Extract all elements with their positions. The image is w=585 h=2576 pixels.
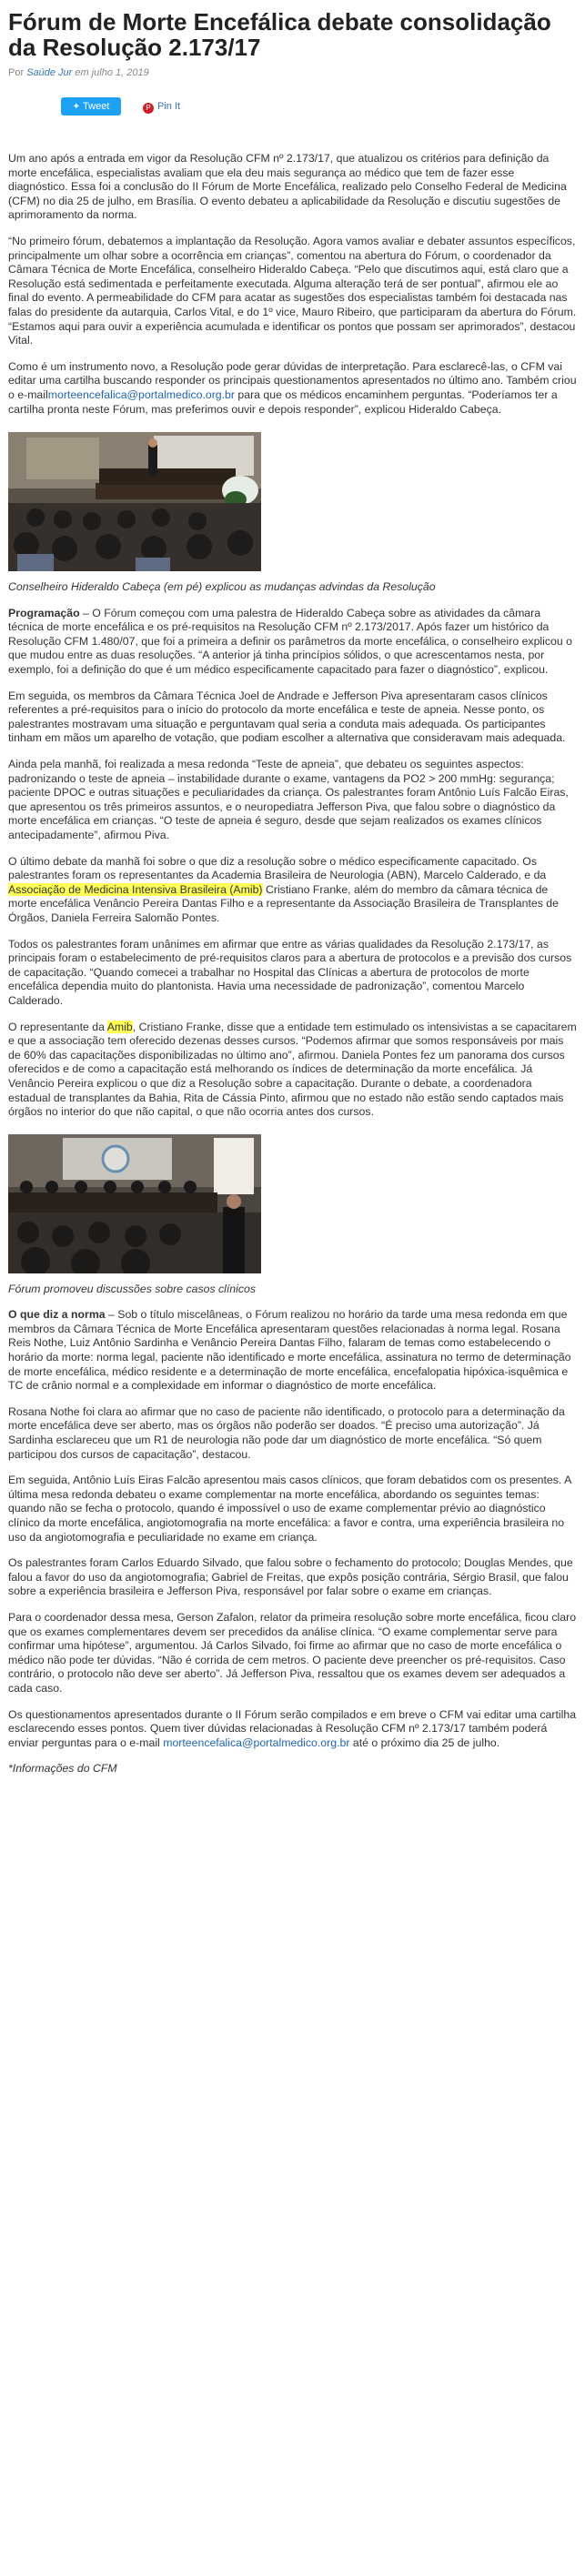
photo-caption-2: Fórum promoveu discussões sobre casos clínicos	[8, 1282, 257, 1295]
booklet-text-a: Como é um instrumento novo, a Resolução pode gerar dúvidas de interpretação. Para esclarecê-las, o CFM vai editar uma cartilha buscando responder os principais questionamentos apresentados no último ano. Também criou o e-mail	[8, 359, 577, 401]
section-label-programacao: Programação	[8, 606, 80, 619]
amib-rep-text-b: , Cristiano Franke, disse que a entidade tem estimulado os intensivistas a se capacitarem e que a associação tem oferecido dezenas desses cursos. “Podemos afirmar que somos responsáveis por mais de 60% das capacitações disponibilizadas no último ano”, afirmou. Daniela Pontes fez um panorama dos cursos oferecidos e de como a capacitação está melhorando os índices de determinação da morte encefálica. Já Venâncio Pereira explicou o que diz a Resolução sobre a capacitação. Durante o debate, a coordenadora estadual de transplantes da Bahia, Rita de Cássia Pinto, afirmou que no estado não estão sendo captados mais órgãos no interior do que não capital, o que não ocorria antes dos cursos.	[8, 1020, 577, 1119]
email-link-2[interactable]: morteencefalica@portalmedico.org.br	[163, 1736, 350, 1749]
programacao-text: – O Fórum começou com uma palestra de Hideraldo Cabeça sobre as atividades da câmara técnica de morte encefálica e os pré-requisitos na Resolução CFM nº 2.173/2017. Após fazer um histórico da Resolução CFM 1.480/07, que foi a primeira a definir os parâmetros da morte encefálica, o conselheiro explicou o que mudou entre as duas resoluções. “A anterior já tinha princípios sólidos, o que acrescentamos nesta, por exemplo, foi a definição do que é um médico especificamente capacitado para fazer o diagnóstico”, explicou.	[8, 606, 572, 677]
paragraph-complementary-exam: Em seguida, Antônio Luís Eiras Falcão apresentou mais casos clínicos, que foram debatidos com os presentes. A última mesa redonda debateu o exame complementar na morte encefálica, abordando os seguintes temas: quando não se fecha o protocolo, quando é impossível o uso de exame complementar prévio ao diagnóstico clínico da morte encefálica, angiotomografia na morte encefálica: a favor e contra, uma experiência brasileira no uso da angiotomografia e peculiaridade no exame em criança.	[8, 1474, 571, 1544]
paragraph-clinical-cases: Em seguida, os membros da Câmara Técnica Joel de Andrade e Jefferson Piva apresentaram casos clínicos referentes a pré-requisitos para o início do protocolo da morte encefálica e teste de apneia. Nesse ponto, os palestrantes mostravam uma situação e perguntavam qual seria a conduta mais adequada. Os participantes tinham em mãos um aparelho de votação, que podiam escolher a alternativa que consideravam mais adequada.	[8, 689, 566, 745]
paragraph-speakers: Os palestrantes foram Carlos Eduardo Silvado, que falou sobre o fechamento do protocolo; Douglas Mendes, que falou a favor do uso da angiotomografia; Gabriel de Freitas, que expôs posição contrária, Sérgio Brasil, que falou sobre a experiência brasileira e Jefferson Piva, responsável por falar sobre o exame em crianças.	[8, 1556, 573, 1598]
paragraph-coordinator: Para o coordenador dessa mesa, Gerson Zafalon, relator da primeira resolução sobre morte encefálica, ficou claro que os exames complementares devem ser precedidos da análise clínica. “O exame complementar serve para confirmar uma hipótese”, argumentou. Já Carlos Silvado, foi firme ao afirmar que no caso de morte encefálica o médico não pode ter dúvidas. “Não é corrida de cem metros. O paciente deve preencher os pré-requisitos. Caso contrário, o protocolo não deve ser aberto”. Já Jefferson Piva, ressaltou que os exames devem ser adequados a cada caso.	[8, 1610, 577, 1695]
questions-text-a: Os questionamentos apresentados durante o II Fórum serão compilados e em breve o CFM vai editar uma cartilha esclarecendo esses pontos. Quem tiver dúvidas relacionadas à Resolução CFM nº 2.173/17 também poderá enviar perguntas para o e-mail	[8, 1707, 577, 1749]
paragraph-amib-rep	[8, 1021, 577, 1120]
paragraph-questions	[8, 1708, 577, 1751]
tweet-button[interactable]	[61, 97, 121, 116]
paragraph-unidentified-patient: Rosana Nothe foi clara ao afirmar que no caso de paciente não identificado, o protocolo para a determinação da morte encefálica deve ser aberto, mas os órgãos não poderão ser doados. “É preciso uma autorização”. Já Sardinha esclareceu que um R1 de neurologia não pode dar um diagnóstico de morte encefálica. “Só quem participou dos cursos de capacitação”, destacou.	[8, 1404, 565, 1461]
photo-caption-1: Conselheiro Hideraldo Cabeça (em pé) explicou as mudanças advindas da Resolução	[8, 580, 436, 594]
pin-label: Pin It	[157, 101, 181, 112]
amib-rep-text-a: O representante da	[8, 1020, 107, 1033]
tweet-label: Tweet	[83, 101, 110, 112]
highlight-amib-full: Associação de Medicina Intensiva Brasileira (Amib)	[8, 882, 263, 896]
twitter-bird-icon: ✦	[72, 102, 81, 112]
pinterest-icon: P	[143, 103, 154, 114]
article-meta	[8, 66, 577, 79]
meta-prefix: Por	[8, 67, 25, 78]
last-debate-text-b: Cristiano Franke, além do membro da câmara técnica de morte encefálica Venâncio Pereira Dantas Filho e a representante da Associação Brasileira de Transplantes de Órgãos, Daniela Ferreira Salomão Pontes.	[8, 882, 559, 924]
post-date: em julho 1, 2019	[75, 67, 149, 78]
paragraph-booklet	[8, 360, 577, 417]
paragraph-norm	[8, 1308, 577, 1394]
last-debate-text-a: O último debate da manhã foi sobre o que diz a resolução sobre o médico especificamente capacitado. Os palestrantes foram os representantes da Academia Brasileira de Neurologia (ABN), Marcelo Calderado, e da	[8, 854, 547, 882]
pin-it-button[interactable]	[143, 97, 180, 116]
photo-forum-panel	[8, 1134, 261, 1273]
source-note: *Informações do CFM	[8, 1762, 117, 1776]
author-link[interactable]: Saúde Jur	[26, 67, 73, 78]
paragraph-forum-opening: “No primeiro fórum, debatemos a implantação da Resolução. Agora vamos avaliar e debater assuntos específicos, principalmente um olhar sobre a ocorrência em crianças”, comentou na abertura do Fórum, o coordenador da Câmara Técnica de Morte Encefálica, conselheiro Hideraldo Cabeça. “Pelo que discutimos aqui, está claro que a Resolução está sedimentada e perfeitamente executada. Alguma alteração terá de ser pontual”, afirmou ele ao final do evento. A permeabilidade do CFM para acatar as sugestões dos especialistas também foi destacada nas falas do presidente da autarquia, Carlos Vital, e do 1º vice, Mauro Ribeiro, que participaram da abertura do Fórum. “Estamos aqui para ouvir a experiência acumulada e identificar os pontos que possam ser aprimorados”, destacou Vital.	[8, 234, 577, 347]
article-title: Fórum de Morte Encefálica debate consolidação da Resolução 2.173/17	[8, 8, 551, 61]
booklet-text-b: para que os médicos encaminhem perguntas. “Poderíamos ter a cartilha pronta neste Fórum, mas preferimos ouvir e depois responder”, explicou Hideraldo Cabeça.	[8, 387, 558, 416]
photo-forum-speaker-image	[8, 432, 261, 571]
article-body	[8, 117, 577, 1776]
photo-forum-panel-image	[8, 1134, 261, 1273]
section-label-norma: O que diz a norma	[8, 1308, 106, 1322]
email-link[interactable]: morteencefalica@portalmedico.org.br	[47, 387, 235, 401]
paragraph-apnea-test: Ainda pela manhã, foi realizada a mesa redonda “Teste de apneia”, que debateu os seguintes aspectos: padronizando o teste de apneia – instabilidade durante o exame, vantagens da PO2 > 200 mmHg: segurança; paciente DPOC e outras situações e peculiaridades da criança. Os palestrantes foram Antônio Luís Falcão Eiras, que apresentou os três primeiros assuntos, e o neuropediatra Jefferson Piva, que falou sobre o diagnóstico da morte encefálica em crianças. “O teste de apneia é seguro, desde que sejam realizados os exames clínicos antecipadamente”, afirmou Piva.	[8, 758, 569, 841]
highlight-amib: Amib	[106, 1020, 133, 1033]
paragraph-last-debate	[8, 855, 577, 926]
norm-text: – Sob o título miscelâneas, o Fórum realizou no horário da tarde uma mesa redonda em que membros da Câmara Técnica de Morte Encefálica apresentaram questões relacionadas à norma legal. Rosana Reis Nothe, Luiz Antônio Sardinha e Venâncio Pereira Dantas Filho, falaram de temas como estabelecendo o horário da morte: norma legal, paciente não identificado e morte encefálica, assinatura no termo de determinação de morte encefálica, médico residente e a determinação de morte encefálica, encefalopatia hipóxica-isquêmica e TC de crânio normal e a complexidade em informar o diagnóstico de morte encefálica.	[8, 1308, 571, 1393]
paragraph-intro: Um ano após a entrada em vigor da Resolução CFM nº 2.173/17, que atualizou os critérios para definição da morte encefálica, especialistas avaliam que ela deu mais segurança ao médico que tem de fazer esse diagnóstico. Essa foi a conclusão do II Fórum de Morte Encefálica, realizado pelo Conselho Federal de Medicina (CFM) no dia 25 de julho, em Brasília. O evento debateu a aplicabilidade da Resolução e discutiu sugestões de aprimoramento da norma.	[8, 152, 567, 222]
share-bar	[8, 97, 577, 117]
paragraph-unanimous: Todos os palestrantes foram unânimes em afirmar que entre as várias qualidades da Resolução 2.173/17, as principais foram o estabelecimento de pré-requisitos claros para a abertura de protocolos e a previsão dos cursos de capacitação. “Quando comecei a trabalhar no Hospital das Clínicas a abertura de protocolos de morte encefálica dependia muito do plantonista. Havia uma necessidade de padronização”, comentou Marcelo Calderado.	[8, 937, 572, 1007]
photo-forum-speaker	[8, 432, 261, 571]
paragraph-programacao	[8, 607, 577, 678]
questions-text-b: até o próximo dia 25 de julho.	[349, 1736, 500, 1749]
